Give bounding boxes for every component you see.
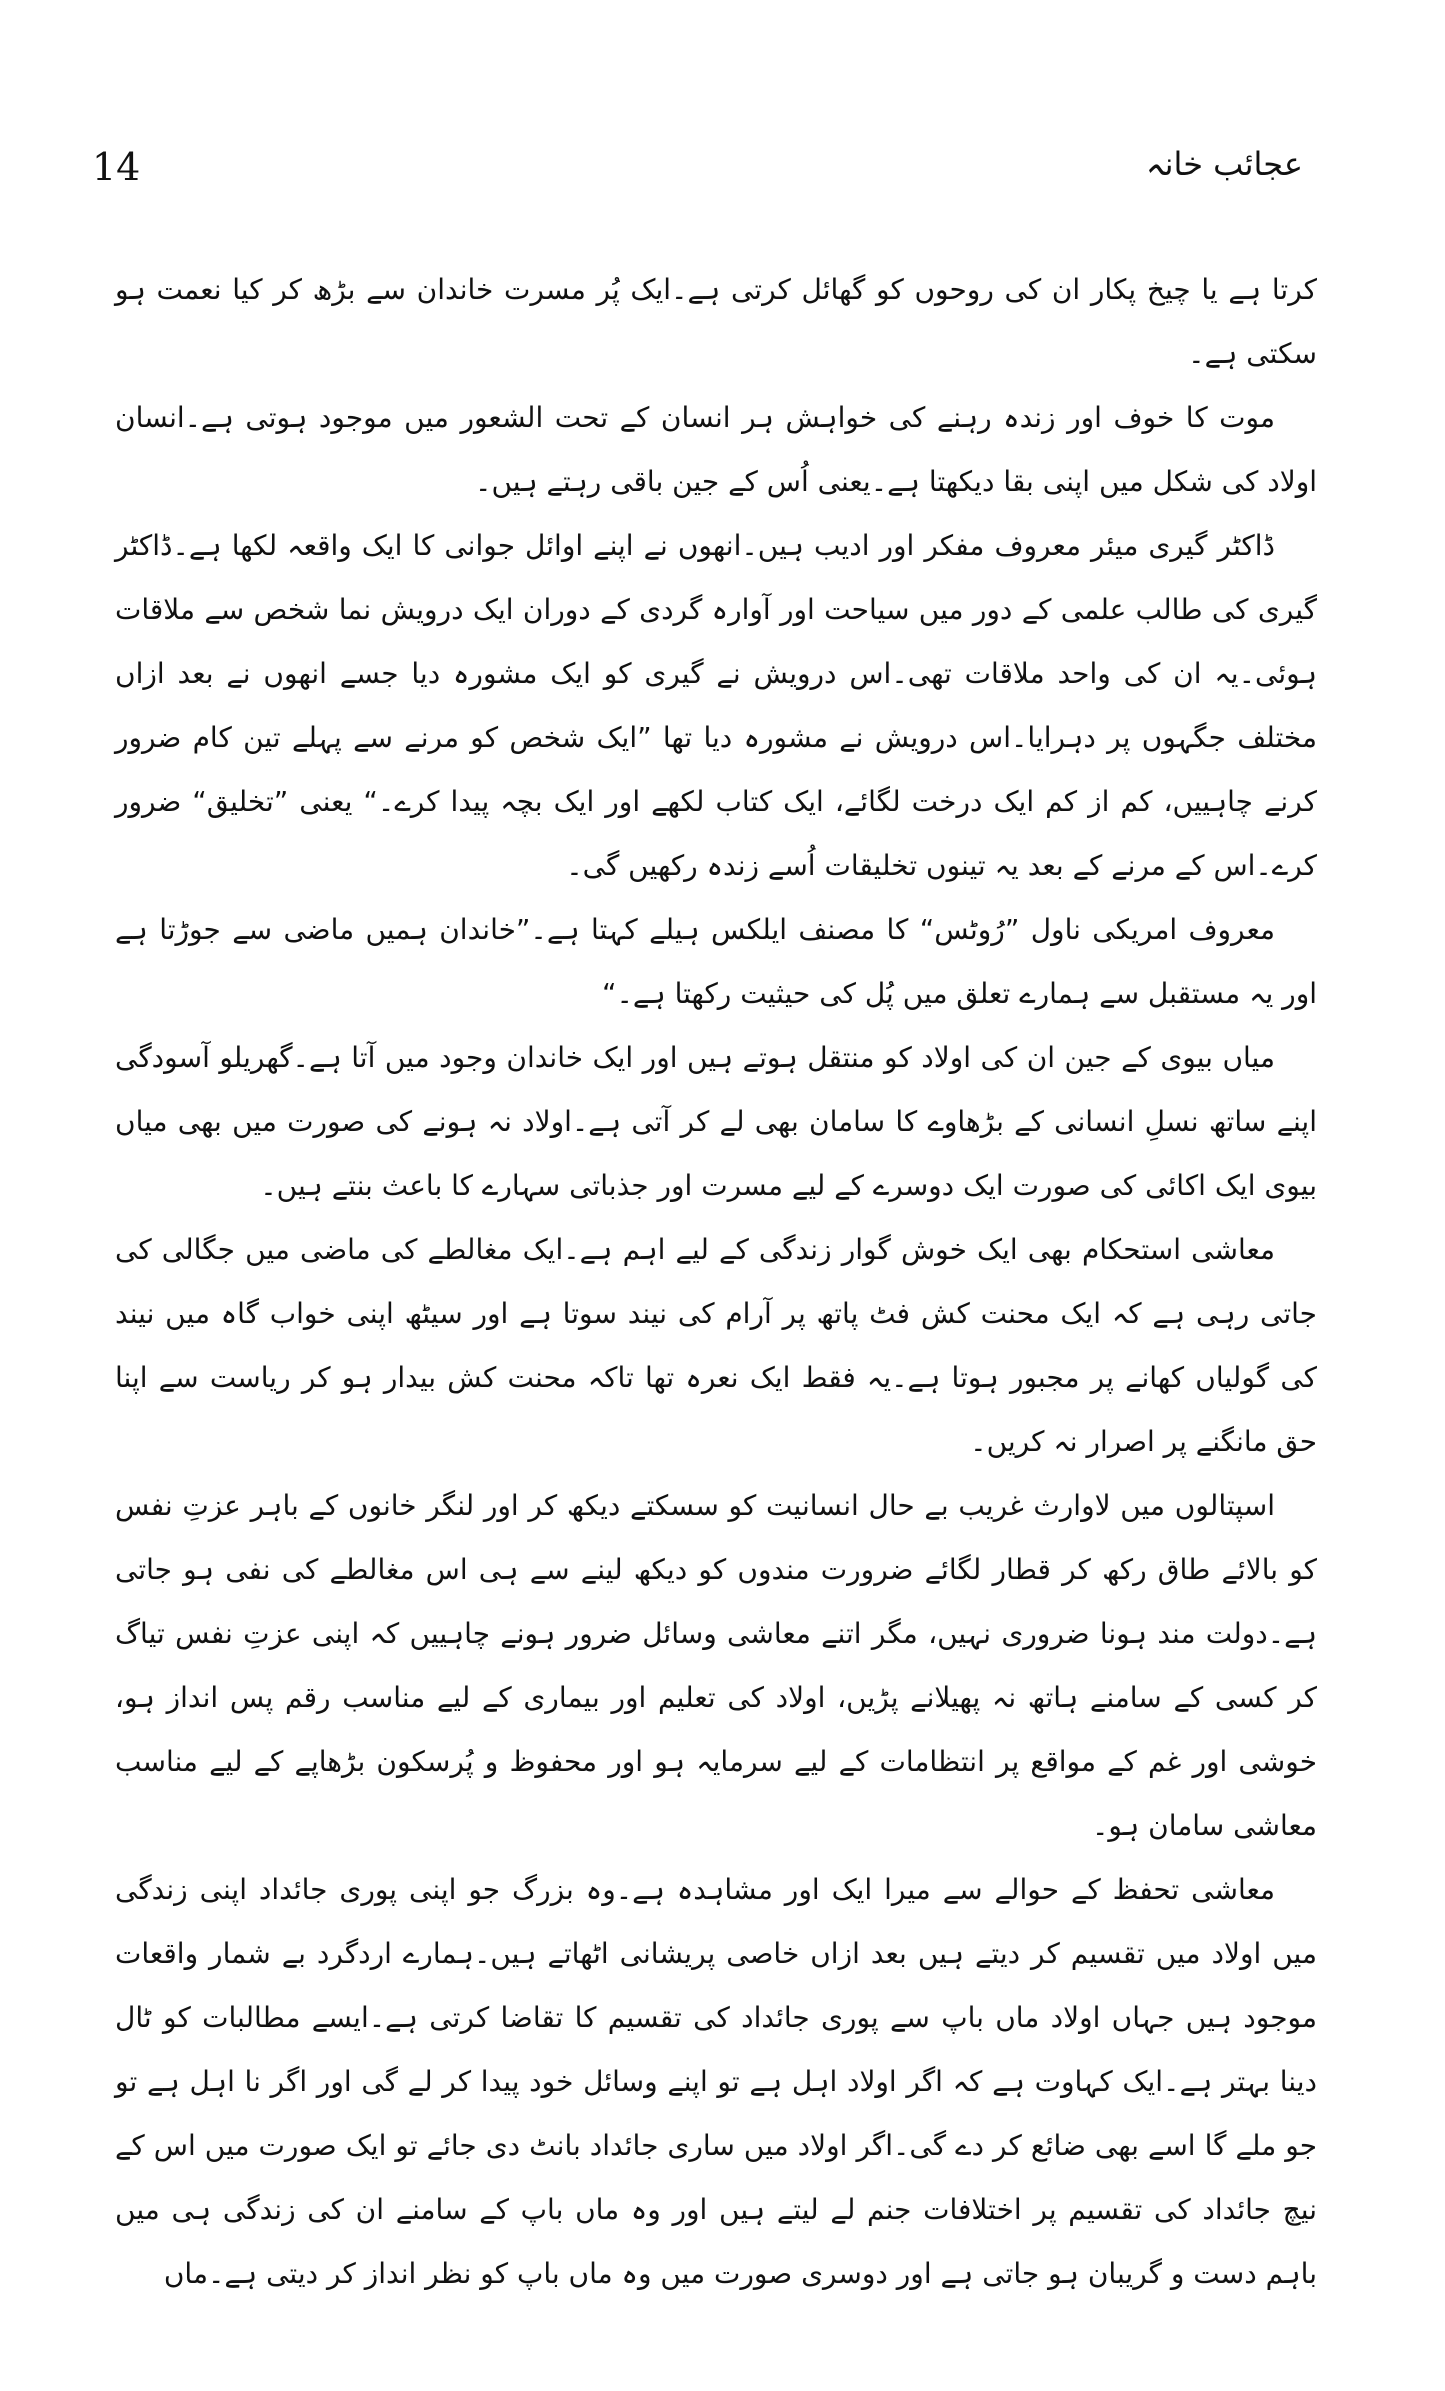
- paragraph-8: معاشی تحفظ کے حوالے سے میرا ایک اور مشاہدہ ہے۔وہ بزرگ جو اپنی پوری جائداد اپنی زندگی میں اولاد میں تقسیم کر دیتے ہیں بعد ازاں خاصی پریشانی اٹھاتے ہیں۔ہمارے اردگرد بے شمار واقعات موجود ہیں جہاں اولاد ماں باپ سے پوری جائداد کی تقسیم کا تقاضا کرتی ہے۔ایسے مطالبات کو ٹال دینا بہتر ہے۔ایک کہاوت ہے کہ اگر اولاد اہل ہے تو اپنے وسائل خود پیدا کر لے گی اور اگر نا اہل ہے تو جو ملے گا اسے بھی ضائع کر دے گی۔اگر اولاد میں ساری جائداد بانٹ دی جائے تو ایک صورت میں اس کے نیچ جائداد کی تقسیم پر اختلافات جنم لے لیتے ہیں اور وہ ماں باپ کے سامنے ان کی زندگی ہی میں باہم دست و گریبان ہو جاتی ہے اور دوسری صورت میں وہ ماں باپ کو نظر انداز کر دیتی ہے۔ماں: [115, 1873, 1317, 2290]
- page-number: 14: [92, 145, 141, 189]
- paragraph-1: کرتا ہے یا چیخ پکار ان کی روحوں کو گھائل کرتی ہے۔ایک پُر مسرت خاندان سے بڑھ کر کیا نعمت ہو سکتی ہے۔: [115, 273, 1317, 370]
- running-title: عجائب خانہ: [1145, 145, 1303, 183]
- paragraph-3: ڈاکٹر گیری میئر معروف مفکر اور ادیب ہیں۔انھوں نے اپنے اوائل جوانی کا ایک واقعہ لکھا ہے۔ڈاکٹر گیری کی طالب علمی کے دور میں سیاحت اور آوارہ گردی کے دوران ایک درویش نما شخص سے ملاقات ہوئی۔یہ ان کی واحد ملاقات تھی۔اس درویش نے گیری کو ایک مشورہ دیا جسے انھوں نے بعد ازاں مختلف جگہوں پر دہرایا۔اس درویش نے مشورہ دیا تھا ”ایک شخص کو مرنے سے پہلے تین کام ضرور کرنے چاہییں، کم از کم ایک درخت لگائے، ایک کتاب لکھے اور ایک بچہ پیدا کرے۔“ یعنی ”تخلیق“ ضرور کرے۔اس کے مرنے کے بعد یہ تینوں تخلیقات اُسے زندہ رکھیں گی۔: [115, 529, 1317, 882]
- paragraph-7: اسپتالوں میں لاوارث غریب بے حال انسانیت کو سسکتے دیکھ کر اور لنگر خانوں کے باہر عزتِ نفس کو بالائے طاق رکھ کر قطار لگائے ضرورت مندوں کو دیکھ لینے سے ہی اس مغالطے کی نفی ہو جاتی ہے۔دولت مند ہونا ضروری نہیں، مگر اتنے معاشی وسائل ضرور ہونے چاہییں کہ اپنی عزتِ نفس تیاگ کر کسی کے سامنے ہاتھ نہ پھیلانے پڑیں، اولاد کی تعلیم اور بیماری کے لیے مناسب رقم پس انداز ہو، خوشی اور غم کے مواقع پر انتظامات کے لیے سرمایہ ہو اور محفوظ و پُرسکون بڑھاپے کے لیے مناسب معاشی سامان ہو۔: [115, 1489, 1317, 1842]
- paragraph-2: موت کا خوف اور زندہ رہنے کی خواہش ہر انسان کے تحت الشعور میں موجود ہوتی ہے۔انسان اولاد کی شکل میں اپنی بقا دیکھتا ہے۔یعنی اُس کے جین باقی رہتے ہیں۔: [115, 401, 1317, 498]
- page-body: [115, 258, 1317, 2306]
- paragraph-4: معروف امریکی ناول ”رُوٹس“ کا مصنف ایلکس ہیلے کہتا ہے۔”خاندان ہمیں ماضی سے جوڑتا ہے اور یہ مستقبل سے ہمارے تعلق میں پُل کی حیثیت رکھتا ہے۔“: [115, 913, 1317, 1010]
- paragraph-6: معاشی استحکام بھی ایک خوش گوار زندگی کے لیے اہم ہے۔ایک مغالطے کی ماضی میں جگالی کی جاتی رہی ہے کہ ایک محنت کش فٹ پاتھ پر آرام کی نیند سوتا ہے اور سیٹھ اپنی خواب گاہ میں نیند کی گولیاں کھانے پر مجبور ہوتا ہے۔یہ فقط ایک نعرہ تھا تاکہ محنت کش بیدار ہو کر ریاست سے اپنا حق مانگنے پر اصرار نہ کریں۔: [115, 1233, 1317, 1458]
- paragraph-5: میاں بیوی کے جین ان کی اولاد کو منتقل ہوتے ہیں اور ایک خاندان وجود میں آتا ہے۔گھریلو آسودگی اپنے ساتھ نسلِ انسانی کے بڑھاوے کا سامان بھی لے کر آتی ہے۔اولاد نہ ہونے کی صورت میں بھی میاں بیوی ایک اکائی کی صورت ایک دوسرے کے لیے مسرت اور جذباتی سہارے کا باعث بنتے ہیں۔: [115, 1041, 1317, 1202]
